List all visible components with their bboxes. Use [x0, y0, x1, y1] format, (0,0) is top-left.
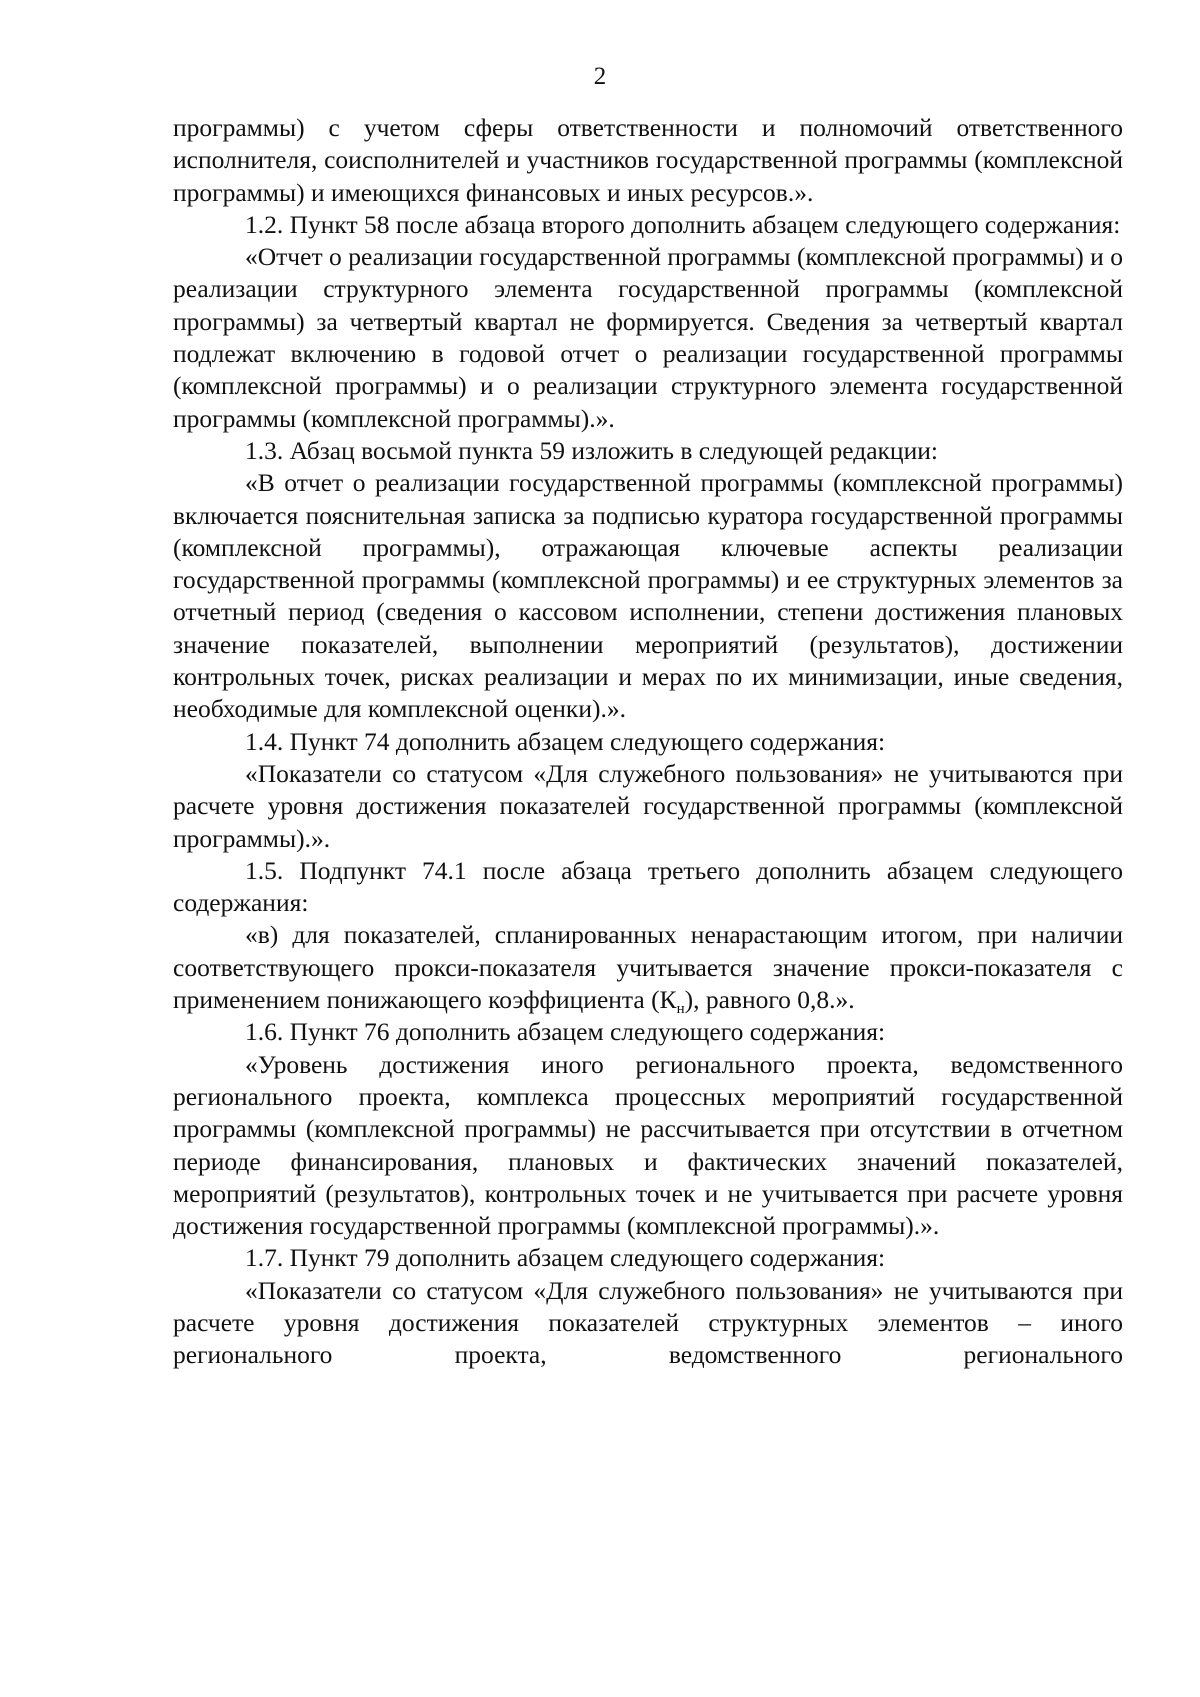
- paragraph-1-4-quote: «Показатели со статусом «Для служебного пользования» не учитываются при расчете уровня достижения показателей государственной программы (комплексной программы).».: [173, 758, 1123, 853]
- paragraph-1-5-quote-text: «в) для показателей, спланированных ненарастающим итогом, при наличии соответствующего прокси-показателя учитывается значение прокси-показателя с применением понижающего коэффициента (К: [173, 920, 1123, 1015]
- paragraph-1-3-quote: «В отчет о реализации государственной программы (комплексной программы) включается пояснительная записка за подписью куратора государственной программы (комплексной программы), отражающая ключевые аспекты реализации государственной программы (комплексной программы) и ее структурных элементов за отчетный период (сведения о кассовом исполнении, степени достижения плановых значение показателей, выполнении мероприятий (результатов), достижении контрольных точек, рисках реализации и мерах по их минимизации, иные сведения, необходимые для комплексной оценки).».: [173, 468, 1123, 724]
- coefficient-subscript: н: [676, 1001, 685, 1018]
- document-body: [173, 112, 1123, 1372]
- paragraph-1-5: 1.5. Подпункт 74.1 после абзаца третьего дополнить абзацем следующего содержания:: [173, 855, 1123, 918]
- page-number: 2: [593, 63, 607, 90]
- paragraph-1-3: 1.3. Абзац восьмой пункта 59 изложить в следующей редакции:: [245, 435, 938, 465]
- paragraph-1-7: 1.7. Пункт 79 дополнить абзацем следующего содержания:: [245, 1243, 886, 1273]
- paragraph-1-4: 1.4. Пункт 74 дополнить абзацем следующего содержания:: [245, 726, 886, 756]
- paragraph-1-2-quote: «Отчет о реализации государственной программы (комплексной программы) и о реализации структурного элемента государственной программы (комплексной программы) за четвертый квартал не формируется. Сведения за четвертый квартал подлежат включению в годовой отчет о реализации государственной программы (комплексной программы) и о реализации структурного элемента государственной программы (комплексной программы).».: [173, 242, 1123, 433]
- paragraph-1-5-quote: [173, 919, 1123, 1016]
- paragraph-1-6-quote: «Уровень достижения иного регионального проекта, ведомственного регионального проекта, комплекса процессных мероприятий государственной программы (комплексной программы) не рассчитывается при отсутствии в отчетном периоде финансирования, плановых и фактических значений показателей, мероприятий (результатов), контрольных точек и не учитывается при расчете уровня достижения государственной программы (комплексной программы).».: [173, 1049, 1123, 1241]
- paragraph-1-6: 1.6. Пункт 76 дополнить абзацем следующего содержания:: [245, 1017, 886, 1047]
- paragraph-1-7-quote: «Показатели со статусом «Для служебного пользования» не учитываются при расчете уровня достижения показателей структурных элементов – иного регионального проекта, ведомственного регионального: [173, 1275, 1123, 1370]
- paragraph-1-5-quote-text-end: ), равного 0,8.».: [684, 985, 855, 1015]
- paragraph-1-2: 1.2. Пункт 58 после абзаца второго дополнить абзацем следующего содержания:: [245, 209, 1121, 239]
- paragraph-1: программы) с учетом сферы ответственности и полномочий ответственного исполнителя, соисполнителей и участников государственной программы (комплексной программы) и имеющихся финансовых и иных ресурсов.».: [173, 113, 1123, 207]
